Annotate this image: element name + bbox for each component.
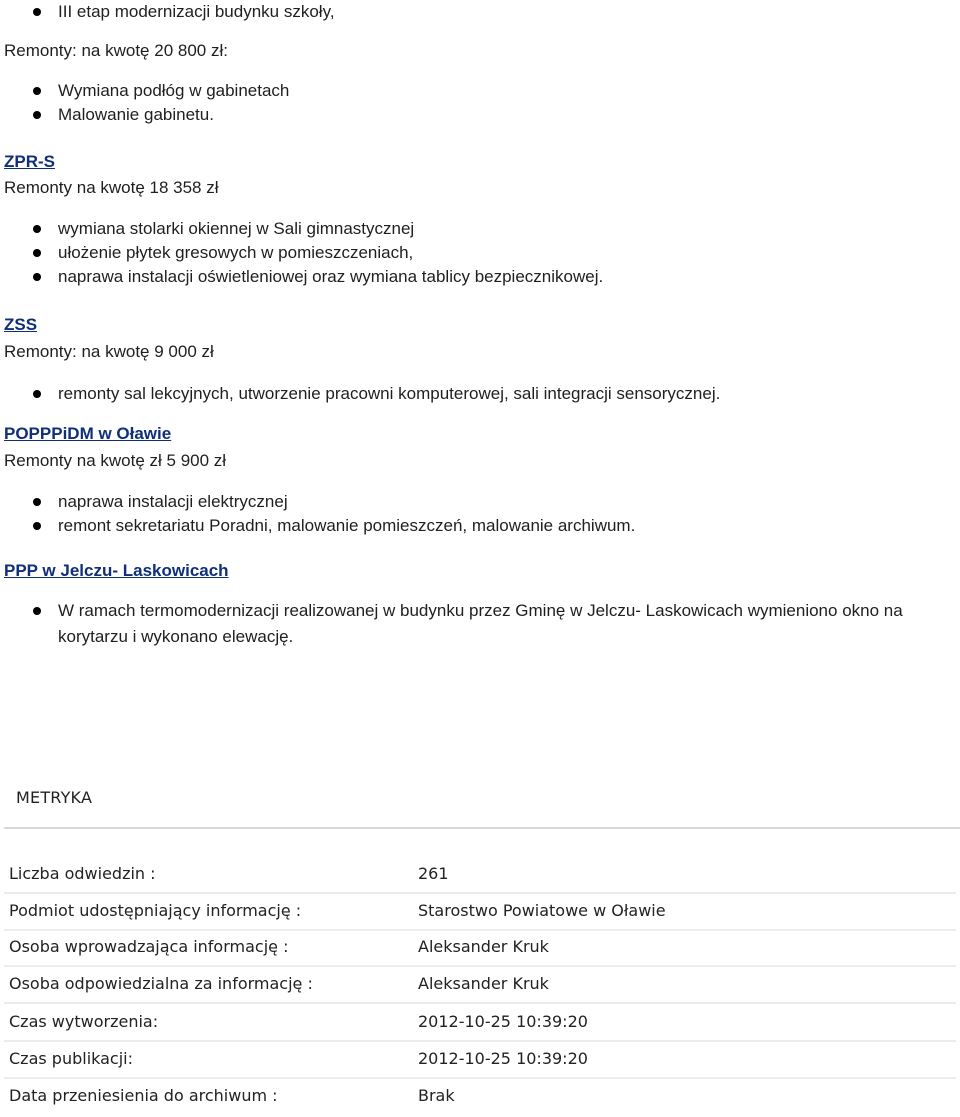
- list-1: [0, 79, 960, 127]
- metryka-divider: [4, 827, 960, 829]
- metryka-row: [4, 893, 956, 931]
- metryka-label: Czas publikacji:: [9, 1049, 134, 1068]
- metryka-label: Liczba odwiedzin :: [9, 864, 156, 883]
- list-item: remont sekretariatu Poradni, malowanie pomieszczeń, malowanie archiwum.: [0, 514, 960, 538]
- remonty-amount-4: Remonty na kwotę zł 5 900 zł: [4, 451, 227, 470]
- metryka-value: 2012-10-25 10:39:20: [418, 1012, 588, 1031]
- metryka-label: Data przeniesienia do archiwum :: [9, 1086, 278, 1105]
- heading-zss-link[interactable]: ZSS: [4, 315, 38, 334]
- metryka-value: Aleksander Kruk: [418, 974, 549, 993]
- bullet-icon: [33, 522, 41, 530]
- metryka-value: 2012-10-25 10:39:20: [418, 1049, 588, 1068]
- metryka-row: [4, 1078, 956, 1114]
- list-item: W ramach termomodernizacji realizowanej w budynku przez Gminę w Jelczu- Laskowicach wymieniono okno na korytarzu i wykonano elewację.: [0, 598, 960, 650]
- list-item: Wymiana podłóg w gabinetach: [0, 79, 960, 103]
- list-item: wymiana stolarki okiennej w Sali gimnastycznej: [0, 217, 960, 241]
- metryka-label: Czas wytworzenia:: [9, 1012, 159, 1031]
- metryka-title: METRYKA: [16, 788, 93, 807]
- list-5: [0, 598, 960, 650]
- list-item: ułożenie płytek gresowych w pomieszczeniach,: [0, 241, 960, 265]
- metryka-value: 261: [418, 864, 449, 883]
- metryka-row: [4, 966, 956, 1004]
- metryka-row: [4, 1004, 956, 1042]
- list-top: [0, 0, 960, 24]
- bullet-icon: [33, 8, 41, 16]
- heading-ppp-link[interactable]: PPP w Jelczu- Laskowicach: [4, 561, 229, 580]
- bullet-icon: [33, 111, 41, 119]
- bullet-icon: [33, 607, 41, 615]
- list-item: naprawa instalacji elektrycznej: [0, 490, 960, 514]
- list-item: Malowanie gabinetu.: [0, 103, 960, 127]
- metryka-row: [4, 929, 956, 967]
- bullet-icon: [33, 273, 41, 281]
- list-4: [0, 490, 960, 538]
- metryka-value: Brak: [418, 1086, 455, 1105]
- remonty-amount-1: Remonty: na kwotę 20 800 zł:: [4, 41, 228, 60]
- bullet-icon: [33, 225, 41, 233]
- metryka-row: [4, 1041, 956, 1079]
- bullet-icon: [33, 498, 41, 506]
- remonty-amount-2: Remonty na kwotę 18 358 zł: [4, 178, 219, 197]
- list-item: naprawa instalacji oświetleniowej oraz wymiana tablicy bezpiecznikowej.: [0, 265, 960, 289]
- bullet-icon: [33, 87, 41, 95]
- list-item: remonty sal lekcyjnych, utworzenie pracowni komputerowej, sali integracji sensorycznej.: [0, 382, 960, 406]
- bullet-icon: [33, 249, 41, 257]
- heading-popppidm-link[interactable]: POPPPiDM w Oławie: [4, 424, 172, 443]
- list-item: III etap modernizacji budynku szkoły,: [0, 0, 960, 24]
- metryka-value: Starostwo Powiatowe w Oławie: [418, 901, 666, 920]
- bullet-icon: [33, 390, 41, 398]
- metryka-row: [4, 856, 956, 894]
- list-3: [0, 382, 960, 406]
- remonty-amount-3: Remonty: na kwotę 9 000 zł: [4, 342, 214, 361]
- metryka-value: Aleksander Kruk: [418, 937, 549, 956]
- metryka-label: Podmiot udostępniający informację :: [9, 901, 302, 920]
- metryka-label: Osoba odpowiedzialna za informację :: [9, 974, 313, 993]
- heading-zprs-link[interactable]: ZPR-S: [4, 152, 55, 171]
- list-2: [0, 217, 960, 289]
- metryka-label: Osoba wprowadzająca informację :: [9, 937, 289, 956]
